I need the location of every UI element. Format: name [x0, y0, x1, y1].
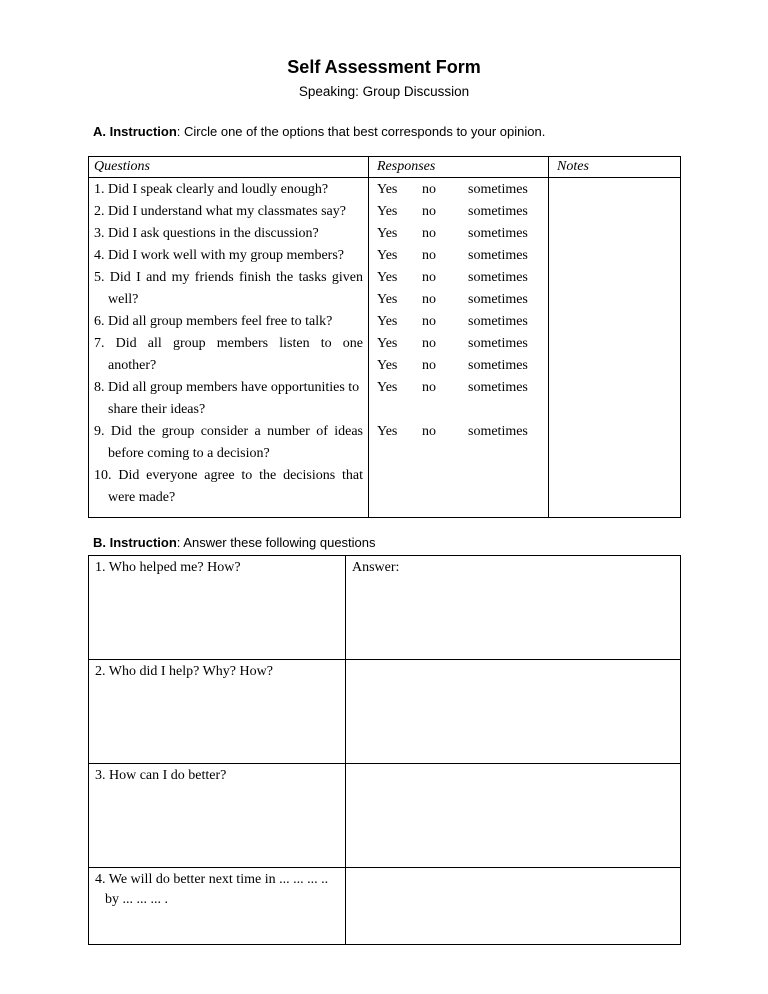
assessment-table [88, 156, 681, 518]
question-line: 7. Did all group members listen to one [94, 336, 363, 351]
response-line [377, 355, 543, 377]
question-text: 1. Who helped me? How? [95, 560, 241, 575]
response-option-no: no [422, 248, 436, 263]
response-option-yes: Yes [377, 314, 398, 329]
response-option-no: no [422, 358, 436, 373]
question-line: 9. Did the group consider a number of ideas [94, 424, 363, 439]
question-line: 1. Did I speak clearly and loudly enough? [94, 182, 329, 197]
question-line: were made? [108, 490, 176, 505]
response-option-no: no [422, 182, 436, 197]
response-line [377, 465, 543, 487]
response-line [377, 333, 543, 355]
answer-row [89, 868, 681, 945]
response-option-no: no [422, 336, 436, 351]
page [88, 0, 680, 945]
response-option-yes: Yes [377, 292, 398, 307]
instruction-b-text: : Answer these following questions [176, 535, 376, 550]
instruction-b-label: B. Instruction [93, 535, 177, 550]
response-option-yes: Yes [377, 204, 398, 219]
response-line [377, 311, 543, 333]
question-cell [89, 868, 346, 945]
response-option-yes: Yes [377, 226, 398, 241]
response-option-sometimes: sometimes [468, 336, 528, 351]
response-line [377, 201, 543, 223]
question-text: 2. Who did I help? Why? How? [95, 664, 273, 679]
assessment-table-body-row [89, 178, 681, 518]
answer-label: Answer: [352, 560, 400, 575]
assessment-table-header-row [89, 157, 681, 178]
instruction-a-text: : Circle one of the options that best corresponds to your opinion. [176, 124, 546, 139]
question-line: 5. Did I and my friends finish the tasks given [94, 270, 363, 285]
response-line [377, 267, 543, 289]
instruction-b [88, 534, 680, 551]
response-option-no: no [422, 226, 436, 241]
question-line: 8. Did all group members have opportunities to [94, 380, 360, 395]
header-notes: Notes [549, 157, 681, 178]
response-option-sometimes: sometimes [468, 314, 528, 329]
answers-table-body [89, 556, 681, 945]
question-line: before coming to a decision? [108, 446, 270, 461]
questions-cell [89, 178, 369, 518]
answer-row [89, 764, 681, 868]
response-option-no: no [422, 380, 436, 395]
question-line: 10. Did everyone agree to the decisions that [94, 468, 363, 483]
response-line [377, 245, 543, 267]
form-title: Self Assessment Form [287, 57, 481, 77]
instruction-a-label: A. Instruction [93, 124, 177, 139]
response-option-sometimes: sometimes [468, 380, 528, 395]
question-line: share their ideas? [108, 402, 206, 417]
response-option-no: no [422, 270, 436, 285]
question-line: 4. Did I work well with my group members? [94, 248, 345, 263]
instruction-a [88, 123, 680, 140]
notes-cell [549, 178, 681, 518]
response-option-sometimes: sometimes [468, 204, 528, 219]
response-option-sometimes: sometimes [468, 248, 528, 263]
header-questions: Questions [89, 157, 369, 178]
response-line [377, 443, 543, 465]
header-responses: Responses [369, 157, 549, 178]
question-line: 3. Did I ask questions in the discussion? [94, 226, 319, 241]
response-line [377, 421, 543, 443]
answer-cell [346, 868, 681, 945]
question-text: 4. We will do better next time in ... ... ... .. [95, 872, 329, 887]
question-text: 3. How can I do better? [95, 768, 227, 783]
response-option-no: no [422, 314, 436, 329]
response-line [377, 399, 543, 421]
form-subtitle: Speaking: Group Discussion [298, 84, 470, 99]
response-option-yes: Yes [377, 270, 398, 285]
response-line [377, 487, 543, 509]
response-option-yes: Yes [377, 358, 398, 373]
question-line: 6. Did all group members feel free to talk? [94, 314, 333, 329]
response-option-yes: Yes [377, 182, 398, 197]
response-line [377, 377, 543, 399]
response-line [377, 223, 543, 245]
answer-row [89, 660, 681, 764]
response-option-no: no [422, 292, 436, 307]
answers-table [88, 555, 681, 945]
response-line [377, 289, 543, 311]
response-option-sometimes: sometimes [468, 270, 528, 285]
answer-cell [346, 556, 681, 660]
response-option-yes: Yes [377, 380, 398, 395]
response-option-sometimes: sometimes [468, 424, 528, 439]
responses-cell [369, 178, 549, 518]
response-option-yes: Yes [377, 248, 398, 263]
question-cell [89, 764, 346, 868]
response-line [377, 179, 543, 201]
question-line: 2. Did I understand what my classmates say? [94, 204, 346, 219]
response-option-sometimes: sometimes [468, 182, 528, 197]
question-text: by ... ... ... . [105, 892, 168, 907]
response-option-yes: Yes [377, 424, 398, 439]
answer-cell [346, 660, 681, 764]
response-option-no: no [422, 204, 436, 219]
question-line: well? [108, 292, 139, 307]
question-line: another? [108, 358, 157, 373]
response-option-no: no [422, 424, 436, 439]
response-option-sometimes: sometimes [468, 358, 528, 373]
response-option-yes: Yes [377, 336, 398, 351]
question-cell [89, 556, 346, 660]
question-cell [89, 660, 346, 764]
answer-row [89, 556, 681, 660]
response-option-sometimes: sometimes [468, 292, 528, 307]
response-option-sometimes: sometimes [468, 226, 528, 241]
answer-cell [346, 764, 681, 868]
